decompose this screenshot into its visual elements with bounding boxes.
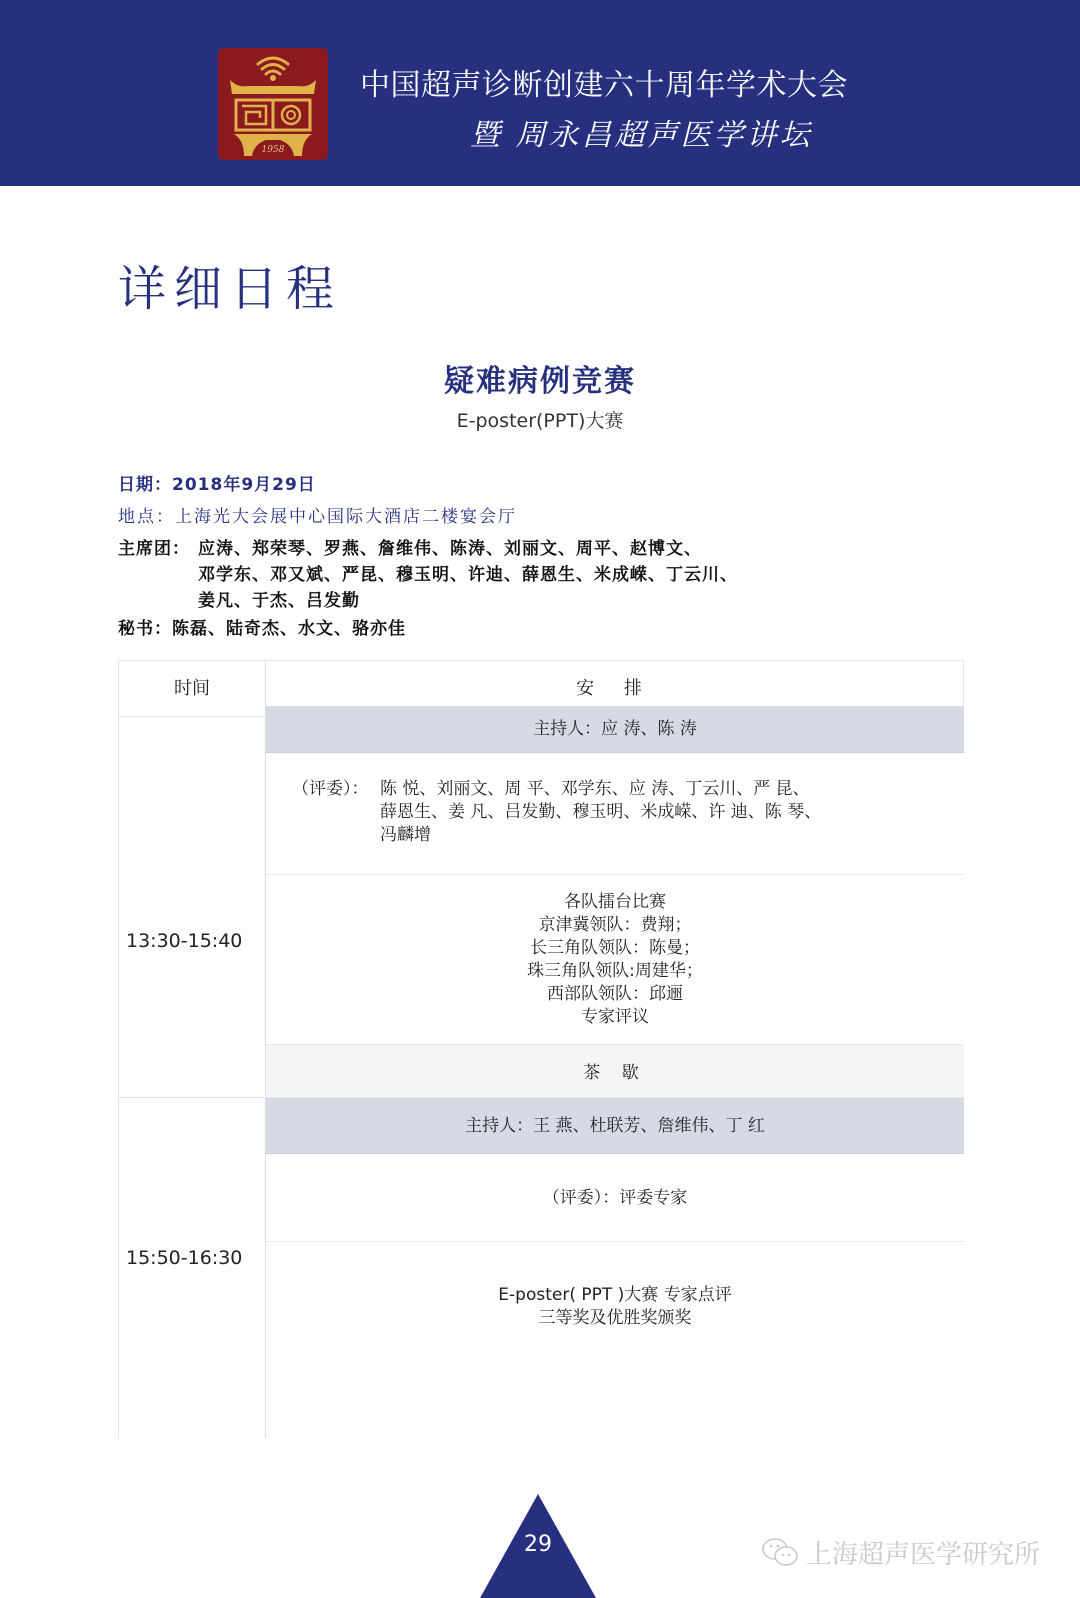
event-venue: 地点：上海光大会展中心国际大酒店二楼宴会厅: [118, 507, 517, 527]
presidium-names: [198, 536, 818, 614]
watermark-text: 上海超声医学研究所: [806, 1540, 1041, 1570]
program-line: 各队擂台比赛: [564, 892, 666, 912]
presidium: [118, 536, 818, 614]
tea-break-row: 茶 歇: [266, 1045, 964, 1097]
session-judges-row: [266, 753, 964, 875]
event-subtitle: E-poster(PPT)大赛: [456, 410, 624, 432]
program-line: 专家评议: [581, 1007, 649, 1027]
svg-text:1958: 1958: [261, 145, 285, 155]
program-line: 京津冀领队：费翔；: [538, 915, 692, 935]
presidium-line: 邓学东、邓又斌、严昆、穆玉明、许迪、薛恩生、米成嵘、丁云川、: [198, 565, 738, 585]
header-time: 时间: [119, 661, 265, 717]
conference-subtitle: 暨 周永昌超声医学讲坛: [470, 118, 813, 153]
session-time: 13:30-15:40: [119, 718, 265, 1110]
program-line: 珠三角队领队:周建华；: [527, 961, 703, 981]
judges: [266, 753, 964, 847]
judges-line: 薛恩生、姜 凡、吕发勤、穆玉明、米成嵘、许 迪、陈 琴、: [380, 802, 822, 822]
wechat-icon: [760, 1536, 800, 1570]
header-banner: [0, 0, 1080, 186]
program-line: 西部队领队：邱逦: [547, 984, 683, 1004]
session-host-row: 主持人：王 燕、杜联芳、詹维伟、丁 红: [266, 1098, 964, 1154]
session-time: 15:50-16:30: [119, 1098, 265, 1438]
program-line: 三等奖及优胜奖颁奖: [538, 1308, 692, 1328]
event-date: 日期：2018年9月29日: [118, 475, 316, 495]
page-number: 29: [524, 1532, 552, 1557]
presidium-line: 姜凡、于杰、吕发勤: [198, 591, 360, 611]
conference-logo-icon: [218, 48, 328, 160]
schedule-table: [118, 660, 964, 1438]
program-line: E-poster( PPT )大赛 专家点评: [498, 1285, 732, 1305]
session-program-row: [266, 875, 964, 1045]
session-program-row: [266, 1242, 964, 1438]
session-host-row: 主持人：应 涛、陈 涛: [266, 706, 964, 753]
program-line: 长三角队领队：陈曼；: [530, 938, 700, 958]
judges-names: [380, 778, 821, 847]
judges-label: （评委）：: [292, 779, 369, 799]
secretaries: 秘书：陈磊、陆奇杰、水文、骆亦佳: [118, 619, 406, 639]
presidium-line: 应涛、郑荣琴、罗燕、詹维伟、陈涛、刘丽文、周平、赵博文、: [198, 539, 702, 559]
conference-title: 中国超声诊断创建六十周年学术大会: [360, 68, 848, 103]
header-arrangement: 安 排: [266, 661, 964, 717]
session-judges-row: （评委）：评委专家: [266, 1154, 964, 1242]
watermark: [760, 1534, 1040, 1571]
presidium-label: 主席团：: [118, 539, 190, 559]
page-title: 详细日程: [118, 261, 343, 317]
judges-line: 陈 悦、刘丽文、周 平、邓学东、应 涛、丁云川、严 昆、: [380, 779, 810, 799]
judges-line: 冯麟增: [380, 825, 431, 845]
event-title: 疑难病例竞赛: [444, 364, 636, 399]
